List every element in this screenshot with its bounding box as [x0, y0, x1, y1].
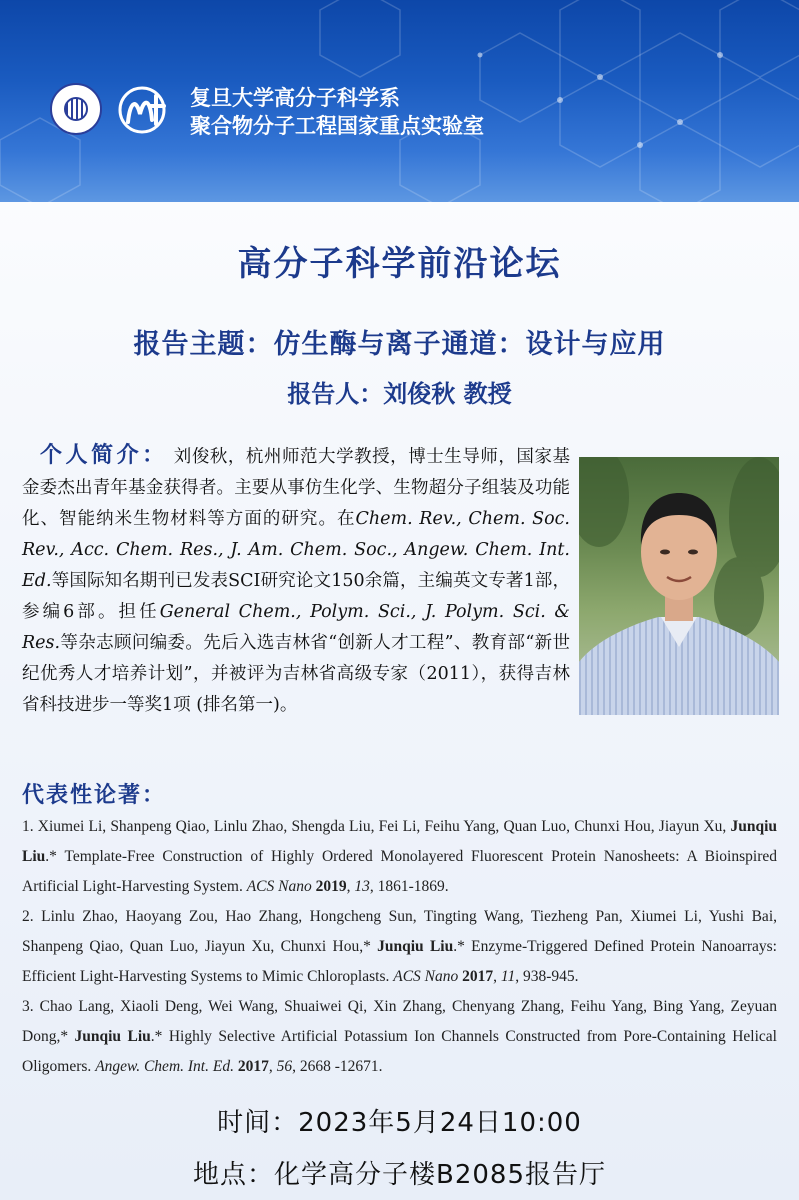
works-heading: 代表性论著： — [22, 783, 167, 808]
publication-speaker-author: Junqiu Liu — [22, 818, 777, 865]
publication-volume: 11 — [500, 968, 516, 985]
publication-item: 1. Xiumei Li, Shanpeng Qiao, Linlu Zhao, Shengda Liu, Fei Li, Feihu Yang, Quan Luo, Chunxi Hou, Jiayun Xu, Junqiu Liu.* Template-Free Construction of Highly Ordered Monolayered Fluorescent Protein Nanosheets: A Bioinspired Artificial Light-Harvesting System. ACS Nano 2019, 13, 1861-1869. — [22, 818, 777, 895]
publication-pages: , 2668 -12671. — [292, 1058, 383, 1075]
publication-pages: , 938-945. — [515, 968, 579, 985]
publication-year: 2017 — [237, 1058, 269, 1075]
department-logo — [116, 84, 172, 136]
university-seal-logo — [50, 83, 102, 135]
publication-year: 2019 — [315, 878, 347, 895]
event-location: 地点：化学高分子楼B2085报告厅 — [192, 1160, 606, 1190]
publication-item: 3. Chao Lang, Xiaoli Deng, Wei Wang, Shuaiwei Qi, Xin Zhang, Chenyang Zhang, Feihu Yang, Bing Yang, Zeyuan Dong,* Junqiu Liu.* Highly Selective Artificial Potassium Ion Channels Constructed from Pore-Containing Helical Oligomers. Angew. Chem. Int. Ed. 2017, 56, 2668 -12671. — [22, 998, 777, 1075]
publication-volume: 13 — [354, 878, 370, 895]
header-banner — [0, 0, 799, 202]
event-time: 时间：2023年5月24日10:00 — [217, 1108, 582, 1138]
publication-volume: 56 — [276, 1058, 293, 1075]
publication-authors: 1. Xiumei Li, Shanpeng Qiao, Linlu Zhao, Shengda Liu, Fei Li, Feihu Yang, Quan Luo, Chunxi Hou, Jiayun Xu, — [22, 818, 731, 835]
publication-list — [22, 812, 777, 1082]
publication-journal: Angew. Chem. Int. Ed. — [95, 1058, 234, 1075]
speaker-bio — [22, 440, 570, 721]
bio-text-1: 刘俊秋，杭州师范大学教授，博士生导师，国家基金委杰出青年基金获得者。主要从事仿生化学、生物超分子组装及功能化、智能纳米生物材料等方面的研究。在 — [22, 447, 570, 529]
institution-name — [190, 84, 484, 140]
bio-text-2: 等国际知名期刊已发表SCI研究论文150余篇，主编英文专著1部，参编6部。担任 — [22, 571, 570, 622]
publication-speaker-author: Junqiu Liu — [377, 938, 454, 955]
publication-item: 2. Linlu Zhao, Haoyang Zou, Hao Zhang, Hongcheng Sun, Tingting Wang, Tiezheng Pan, Xiumei Li, Yushi Bai, Shanpeng Qiao, Quan Luo, Jiayun Xu, Chunxi Hou,* Junqiu Liu.* Enzyme-Triggered Defined Protein Nanoarrays: Efficient Light-Harvesting Systems to Mimic Chloroplasts. ACS Nano 2017, 11, 938-945. — [22, 908, 777, 985]
bio-text-3: 等杂志顾问编委。先后入选吉林省“创新人才工程”、教育部“新世纪优秀人才培养计划”，并被评为吉林省高级专家（2011），获得吉林省科技进步一等奖1项 (排名第一)。 — [22, 633, 570, 715]
publication-title: .* Enzyme-Triggered Defined Protein Nanoarrays: Efficient Light-Harvesting Systems to Mimic Chloroplasts. — [22, 938, 777, 985]
publication-year: 2017 — [462, 968, 494, 985]
bio-heading: 个人简介： — [40, 443, 168, 468]
publication-authors: 3. Chao Lang, Xiaoli Deng, Wei Wang, Shuaiwei Qi, Xin Zhang, Chenyang Zhang, Feihu Yang, Bing Yang, Zeyuan Dong,* — [22, 998, 777, 1045]
bio-journals-1: Chem. Rev., Chem. Soc. Rev., Acc. Chem. Res., J. Am. Chem. Soc., Angew. Chem. Int. Ed. — [22, 509, 570, 591]
bio-journals-2: General Chem., Polym. Sci., J. Polym. Sci. & Res. — [22, 602, 571, 653]
publication-authors: 2. Linlu Zhao, Haoyang Zou, Hao Zhang, Hongcheng Sun, Tingting Wang, Tiezheng Pan, Xiumei Li, Yushi Bai, Shanpeng Qiao, Quan Luo, Jiayun Xu, Chunxi Hou,* — [22, 908, 777, 955]
speaker-name: 报告人：刘俊秋 教授 — [287, 380, 512, 408]
speaker-photo — [579, 457, 779, 715]
publication-speaker-author: Junqiu Liu — [74, 1028, 151, 1045]
publication-title: .* Template-Free Construction of Highly Ordered Monolayered Fluorescent Protein Nanosheets: A Bioinspired Artificial Light-Harvesting System. — [22, 848, 777, 895]
publication-title: .* Highly Selective Artificial Potassium Ion Channels Constructed from Pore-Containing Helical Oligomers. — [22, 1028, 777, 1075]
report-topic: 报告主题：仿生酶与离子通道：设计与应用 — [133, 329, 666, 360]
publication-journal: ACS Nano — [246, 878, 312, 895]
publication-journal: ACS Nano — [393, 968, 459, 985]
institution-line-1: 复旦大学高分子科学系 — [190, 86, 400, 110]
forum-title: 高分子科学前沿论坛 — [237, 244, 562, 284]
institution-line-2: 聚合物分子工程国家重点实验室 — [190, 114, 484, 138]
publication-pages: , 1861-1869. — [369, 878, 449, 895]
